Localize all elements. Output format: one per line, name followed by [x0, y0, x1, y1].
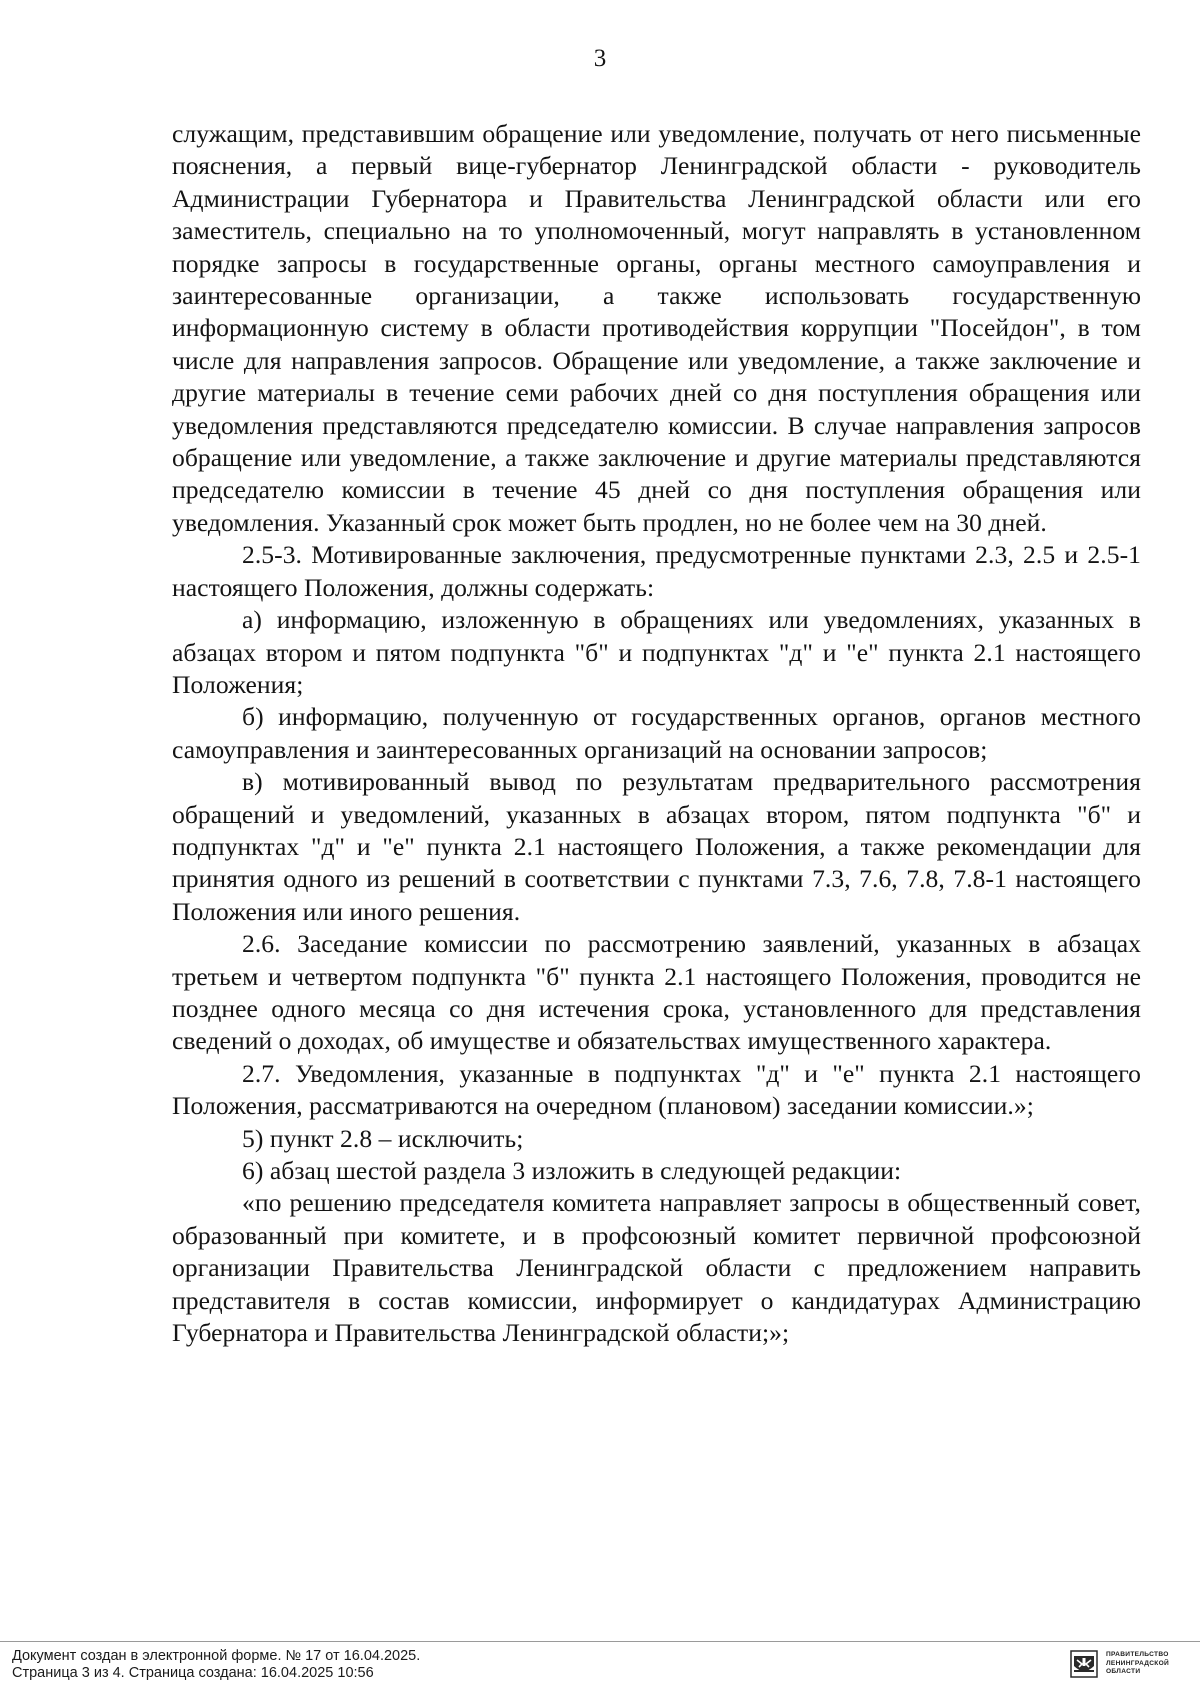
paragraph: 2.7. Уведомления, указанные в подпунктах "д" и "е" пункта 2.1 настоящего Положения, рассматриваются на очередном (плановом) заседании комиссии.»;: [172, 1058, 1141, 1121]
document-body: [172, 118, 1141, 1349]
paragraph: служащим, представившим обращение или уведомление, получать от него письменные пояснения, а первый вице-губернатор Ленинградской области - руководитель Администрации Губернатора и Правительства Ленинградской области или его заместитель, специально на то уполномоченный, могут направлять в установленном порядке запросы в государственные органы, органы местного самоуправления и заинтересованные организации, а также использовать государственную информационную систему в области противодействия коррупции "Посейдон", в том числе для направления запросов. Обращение или уведомление, а также заключение и другие материалы в течение семи рабочих дней со дня поступления обращения или уведомления представляются председателю комиссии. В случае направления запросов обращение или уведомление, а также заключение и другие материалы представляются председателю комиссии в течение 45 дней со дня поступления обращения или уведомления. Указанный срок может быть продлен, но не более чем на 30 дней.: [172, 119, 1141, 537]
paragraph: 2.6. Заседание комиссии по рассмотрению заявлений, указанных в абзацах третьем и четвертом подпункта "б" пункта 2.1 настоящего Положения, проводится не позднее одного месяца со дня истечения срока, установленного для представления сведений о доходах, об имуществе и обязательствах имущественного характера.: [172, 929, 1141, 1056]
footer-line-document: Документ создан в электронной форме. № 17 от 16.04.2025.: [12, 1648, 421, 1664]
footer-line-page: Страница 3 из 4. Страница создана: 16.04.2025 10:56: [12, 1665, 374, 1681]
footer-document-info: [12, 1648, 420, 1682]
paragraph: 5) пункт 2.8 – исключить;: [242, 1123, 524, 1153]
paragraph: а) информацию, изложенную в обращениях или уведомлениях, указанных в абзацах втором и пятом подпункта "б" и подпунктах "д" и "е" пункта 2.1 настоящего Положения;: [172, 605, 1141, 699]
page-number: 3: [593, 45, 607, 72]
paragraph: 6) абзац шестой раздела 3 изложить в следующей редакции:: [242, 1156, 902, 1185]
logo-caption: ПРАВИТЕЛЬСТВО ЛЕНИНГРАДСКОЙ ОБЛАСТИ: [1106, 1651, 1170, 1676]
paragraph: 2.5-3. Мотивированные заключения, предусмотренные пунктами 2.3, 2.5 и 2.5-1 настоящего Положения, должны содержать:: [172, 540, 1141, 602]
paragraph: б) информацию, полученную от государственных органов, органов местного самоуправления и заинтересованных организаций на основании запросов;: [172, 702, 1141, 764]
paragraph: в) мотивированный вывод по результатам предварительного рассмотрения обращений и уведомлений, указанных в абзацах втором, пятом подпункта "б" и подпунктах "д" и "е" пункта 2.1 настоящего Положения, а также рекомендации для принятия одного из решений в соответствии с пунктами 7.3, 7.6, 7.8, 7.8-1 настоящего Положения или иного решения.: [172, 767, 1141, 926]
coat-of-arms-icon: [1070, 1650, 1098, 1678]
footer-divider: [0, 1641, 1200, 1642]
paragraph: «по решению председателя комитета направляет запросы в общественный совет, образованный при комитете, и в профсоюзный комитет первичной профсоюзной организации Правительства Ленинградской области с предложением направить представителя в состав комиссии, информирует о кандидатурах Администрацию Губернатора и Правительства Ленинградской области;»;: [172, 1188, 1141, 1348]
government-logo: [1070, 1650, 1169, 1678]
